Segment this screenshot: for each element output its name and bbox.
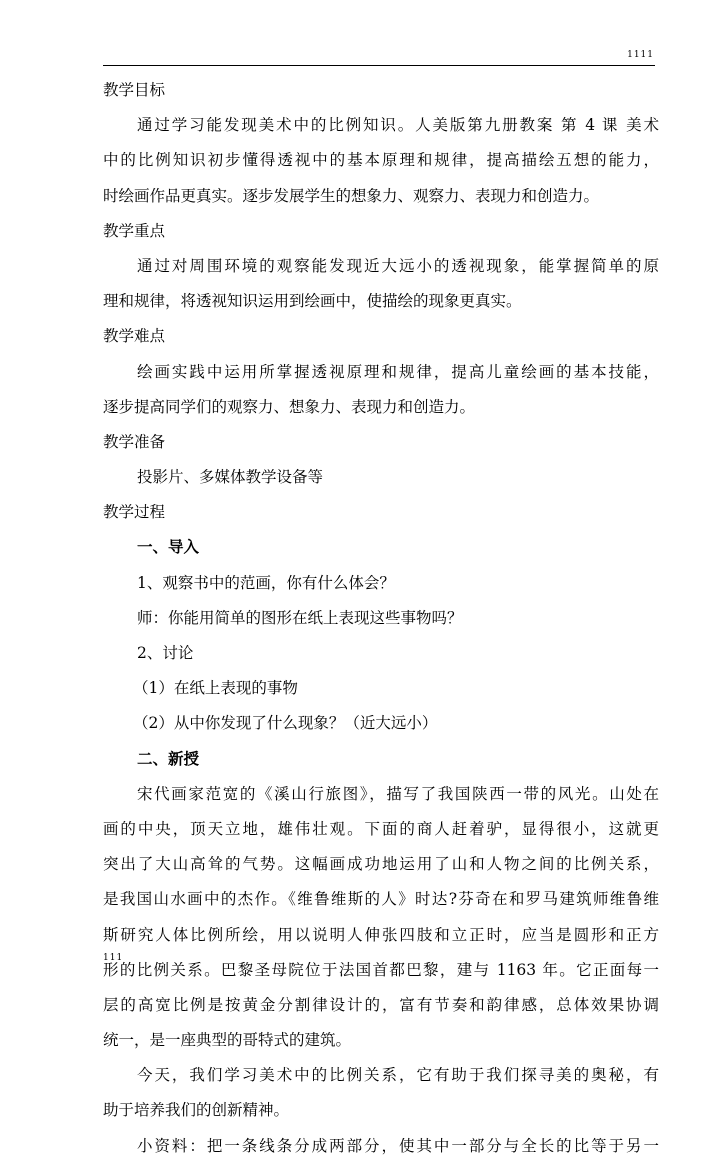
- paragraph-line: 突出了大山高耸的气势。这幅画成功地运用了山和人物之间的比例关系，: [103, 855, 659, 874]
- section-heading-objectives: 教学目标: [103, 81, 166, 99]
- preparation-line: 投影片、多媒体教学设备等: [137, 468, 324, 487]
- part1-item: 师：你能用简单的图形在纸上表现这些事物吗？: [137, 608, 463, 627]
- page-footer-number: 111: [103, 953, 124, 963]
- section-heading-difficulties: 教学难点: [103, 327, 166, 346]
- paragraph-line: 画的中央，顶天立地，雄伟壮观。下面的商人赶着驴，显得很小，这就更: [103, 819, 659, 838]
- paragraph-line: 宋代画家范宽的《溪山行旅图》，描写了我国陕西一带的风光。山处在: [137, 784, 659, 803]
- paragraph-line: 统一，是一座典型的哥特式的建筑。: [103, 1031, 352, 1050]
- section-heading-process: 教学过程: [103, 503, 166, 522]
- section-heading-preparation: 教学准备: [103, 432, 166, 451]
- part2-title: 二、新授: [137, 749, 200, 768]
- difficulties-line: 逐步提高同学们的观察力、想象力、表现力和创造力。: [103, 397, 476, 416]
- document-body: [103, 73, 659, 1164]
- paragraph-line: 层的高宽比例是按黄金分割律设计的，富有节奏和韵律感，总体效果协调: [103, 995, 659, 1014]
- key-points-line: 理和规律，将透视知识运用到绘画中，使描绘的现象更真实。: [103, 292, 522, 311]
- paragraph-line: 是我国山水画中的杰作。《维鲁维斯的人》时达?芬奇在和罗马建筑师维鲁维: [103, 890, 659, 909]
- objectives-line: 时绘画作品更真实。逐步发展学生的想象力、观察力、表现力和创造力。: [103, 186, 600, 205]
- part1-item: （2）从中你发现了什么现象？（近大远小）: [133, 714, 438, 733]
- paragraph-line: 形的比例关系。巴黎圣母院位于法国首都巴黎，建与 1163 年。它正面每一: [103, 960, 659, 979]
- objectives-line: 中的比例知识初步懂得透视中的基本原理和规律，提高描绘五想的能力，: [103, 151, 659, 170]
- part1-title: 一、导入: [137, 538, 200, 557]
- section-heading-key-points: 教学重点: [103, 221, 166, 240]
- part1-item: 2、讨论: [137, 644, 194, 662]
- objectives-line: 通过学习能发现美术中的比例知识。人美版第九册教案 第 4 课 美术: [137, 116, 659, 135]
- key-points-line: 通过对周围环境的观察能发现近大远小的透视现象，能掌握简单的原: [137, 256, 659, 275]
- paragraph-line: 斯研究人体比例所绘，用以说明人伸张四肢和立正时，应当是圆形和正方: [103, 925, 659, 944]
- paragraph-line: 今天，我们学习美术中的比例关系，它有助于我们探寻美的奥秘，有: [137, 1066, 659, 1085]
- page-header-number: 1111: [627, 50, 654, 60]
- paragraph-line: 小资料：把一条线条分成两部分，使其中一部分与全长的比等于另一: [137, 1136, 659, 1155]
- header-rule: [103, 65, 655, 66]
- part1-item: （1）在纸上表现的事物: [133, 679, 298, 698]
- difficulties-line: 绘画实践中运用所掌握透视原理和规律，提高儿童绘画的基本技能，: [137, 362, 659, 381]
- part1-item: 1、观察书中的范画，你有什么体会？: [137, 573, 395, 592]
- paragraph-line: 助于培养我们的创新精神。: [103, 1101, 290, 1120]
